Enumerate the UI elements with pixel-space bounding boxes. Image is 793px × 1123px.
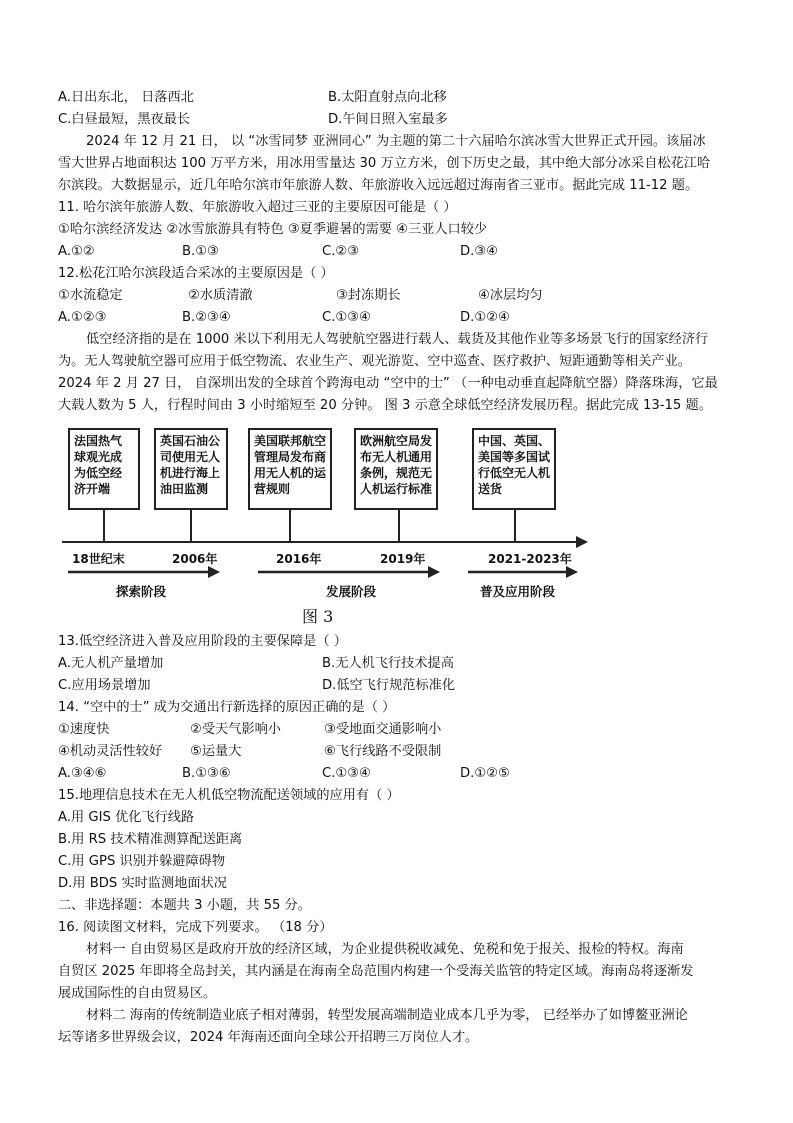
q13-option-d: D.低空飞行规范标准化 bbox=[322, 678, 456, 693]
passage2-line: 低空经济指的是在 1000 米以下利用无人驾驶航空器进行载人、载货及其他作业等多场景飞行的国家经济行 bbox=[86, 332, 709, 347]
q14-option-b: B.①③⑥ bbox=[182, 766, 231, 781]
passage2-line: 为。无人驾驶航空器可应用于低空物流、农业生产、观光游览、空中巡查、医疗救护、短距通勤等相关产业。 bbox=[58, 354, 691, 369]
q13-option-b: B.无人机飞行技术提高 bbox=[322, 656, 454, 671]
event-line: 用无人机的运 bbox=[254, 466, 327, 480]
event-year: 2006年 bbox=[172, 552, 218, 566]
q14-item-4: ④机动灵活性较好 bbox=[58, 744, 163, 759]
q12-option-c: C.①③④ bbox=[322, 310, 371, 325]
q14-item-3: ③受地面交通影响小 bbox=[324, 722, 442, 737]
event-year: 2021-2023年 bbox=[488, 552, 572, 566]
event-line: 中国、英国、 bbox=[478, 434, 551, 448]
q13-option-c: C.应用场景增加 bbox=[58, 678, 151, 693]
q12-item-1: ①水流稳定 bbox=[58, 288, 123, 303]
q10-option-d: D.午间日照入室最多 bbox=[328, 112, 448, 127]
timeline-event-4 bbox=[354, 428, 438, 510]
stage-label-development: 发展阶段 bbox=[326, 584, 377, 599]
event-line: 欧洲航空局发 bbox=[360, 434, 433, 448]
passage1-line: 尔滨段。大数据显示，近几年哈尔滨市年旅游人数、年旅游收入远远超过海南省三亚市。据此完成 11-12 题。 bbox=[58, 178, 699, 193]
event-line: 美国等多国试 bbox=[478, 450, 551, 464]
q11-option-a: A.①② bbox=[58, 244, 95, 259]
q15-stem: 15.地理信息技术在无人机低空物流配送领域的应用有（ ） bbox=[58, 788, 400, 803]
event-stem bbox=[289, 510, 291, 542]
event-line: 营规则 bbox=[254, 482, 291, 496]
passage2-line: 大载人数为 5 人，行程时间由 3 小时缩短至 20 分钟。 图 3 示意全球低空经济发展历程。据此完成 13-15 题。 bbox=[58, 398, 712, 413]
timeline-event-2 bbox=[154, 428, 228, 510]
q15-option-d: D.用 BDS 实时监测地面状况 bbox=[58, 876, 227, 891]
q12-item-3: ③封冻期长 bbox=[336, 288, 401, 303]
event-line: 为低空经 bbox=[74, 466, 123, 480]
q14-item-2: ②受天气影响小 bbox=[190, 722, 281, 737]
event-line: 行低空无人机 bbox=[478, 466, 551, 480]
q12-option-b: B.②③④ bbox=[182, 310, 231, 325]
event-year: 2016年 bbox=[276, 552, 322, 566]
event-line: 人机运行标准 bbox=[360, 482, 433, 496]
material1-line: 自贸区 2025 年即将全岛封关，其内涵是在海南全岛范围内构建一个受海关监管的特定区域。海南岛将逐渐发 bbox=[58, 964, 694, 979]
event-stem bbox=[190, 510, 192, 542]
q14-stem: 14. “空中的士” 成为交通出行新选择的原因正确的是（ ） bbox=[58, 700, 396, 715]
q12-item-2: ②水质清澈 bbox=[188, 288, 253, 303]
event-year: 18世纪末 bbox=[72, 552, 125, 566]
q11-stem: 11. 哈尔滨年旅游人数、年旅游收入超过三亚的主要原因可能是（ ） bbox=[58, 200, 457, 215]
event-line: 司使用无人 bbox=[160, 450, 221, 464]
event-stem bbox=[103, 510, 105, 542]
q15-option-a: A.用 GIS 优化飞行线路 bbox=[58, 810, 195, 825]
q14-option-c: C.①③④ bbox=[322, 766, 371, 781]
stage-label-popularization: 普及应用阶段 bbox=[480, 584, 556, 599]
q14-option-d: D.①②⑤ bbox=[460, 766, 510, 781]
event-line: 济开端 bbox=[74, 482, 111, 496]
q11-items: ①哈尔滨经济发达 ②冰雪旅游具有特色 ③夏季避暑的需要 ④三亚人口较少 bbox=[58, 222, 488, 237]
q14-item-6: ⑥飞行线路不受限制 bbox=[324, 744, 442, 759]
q14-item-5: ⑤运量大 bbox=[190, 744, 242, 759]
event-line: 法国热气 bbox=[74, 434, 123, 448]
q13-option-a: A.无人机产量增加 bbox=[58, 656, 164, 671]
q16-stem: 16. 阅读图文材料，完成下列要求。 （18 分） bbox=[58, 920, 333, 935]
timeline-event-1 bbox=[68, 428, 140, 510]
q12-option-a: A.①②③ bbox=[58, 310, 107, 325]
event-line: 油田监测 bbox=[160, 482, 209, 496]
q14-option-a: A.③④⑥ bbox=[58, 766, 107, 781]
event-line: 球观光成 bbox=[74, 450, 123, 464]
q12-item-4: ④冰层均匀 bbox=[478, 288, 543, 303]
material2-line: 坛等诸多世界级会议，2024 年海南还面向全球公开招聘三万岗位人才。 bbox=[58, 1030, 479, 1045]
timeline-event-5 bbox=[472, 428, 556, 510]
event-line: 管理局发布商 bbox=[254, 450, 327, 464]
event-line: 美国联邦航空 bbox=[254, 434, 327, 448]
q13-stem: 13.低空经济进入普及应用阶段的主要保障是（ ） bbox=[58, 634, 347, 649]
passage1-line: 2024 年 12 月 21 日， 以 “冰雪同梦 亚洲同心” 为主题的第二十六届哈尔滨冰雪大世界正式开园。该届冰 bbox=[86, 134, 706, 149]
event-line: 条例，规范无 bbox=[360, 466, 433, 480]
event-line: 机进行海上 bbox=[160, 466, 221, 480]
q12-option-d: D.①②④ bbox=[460, 310, 510, 325]
passage2-line: 2024 年 2 月 27 日， 自深圳出发的全球首个跨海电动 “空中的士” （一种电动垂直起降航空器）降落珠海，它最 bbox=[58, 376, 718, 391]
event-stem bbox=[514, 510, 516, 542]
material1-line: 展成国际性的自由贸易区。 bbox=[58, 986, 217, 1001]
q10-option-c: C.白昼最短，黑夜最长 bbox=[58, 112, 191, 127]
q15-option-c: C.用 GPS 识别并躲避障碍物 bbox=[58, 854, 226, 869]
section2-heading: 二、非选择题：本题共 3 小题，共 55 分。 bbox=[58, 898, 311, 913]
figure3-caption: 图 3 bbox=[302, 607, 334, 626]
material1-line: 材料一 自由贸易区是政府开放的经济区域，为企业提供税收减免、免税和免于报关、报检的特权。海南 bbox=[86, 942, 684, 957]
timeline-event-3 bbox=[248, 428, 332, 510]
stage-label-exploration: 探索阶段 bbox=[116, 584, 167, 599]
q10-option-a: A.日出东北， 日落西北 bbox=[58, 90, 194, 105]
passage1-line: 雪大世界占地面积达 100 万平方米，用冰用雪量达 30 万立方米，创下历史之最，其中绝大部分冰采自松花江哈 bbox=[58, 156, 711, 171]
q15-option-b: B.用 RS 技术精准测算配送距离 bbox=[58, 832, 243, 847]
q11-option-d: D.③④ bbox=[460, 244, 498, 259]
q12-stem: 12.松花江哈尔滨段适合采冰的主要原因是（ ） bbox=[58, 266, 334, 281]
event-year: 2019年 bbox=[380, 552, 426, 566]
q11-option-c: C.②③ bbox=[322, 244, 360, 259]
material2-line: 材料二 海南的传统制造业底子相对薄弱，转型发展高端制造业成本几乎为零， 已经举办了如博鳌亚洲论 bbox=[86, 1008, 688, 1023]
q11-option-b: B.①③ bbox=[182, 244, 219, 259]
q14-item-1: ①速度快 bbox=[58, 722, 110, 737]
event-line: 送货 bbox=[478, 482, 503, 496]
q10-option-b: B.太阳直射点向北移 bbox=[328, 90, 447, 105]
event-line: 英国石油公 bbox=[160, 434, 221, 448]
event-stem bbox=[398, 510, 400, 542]
event-line: 布无人机通用 bbox=[360, 450, 433, 464]
